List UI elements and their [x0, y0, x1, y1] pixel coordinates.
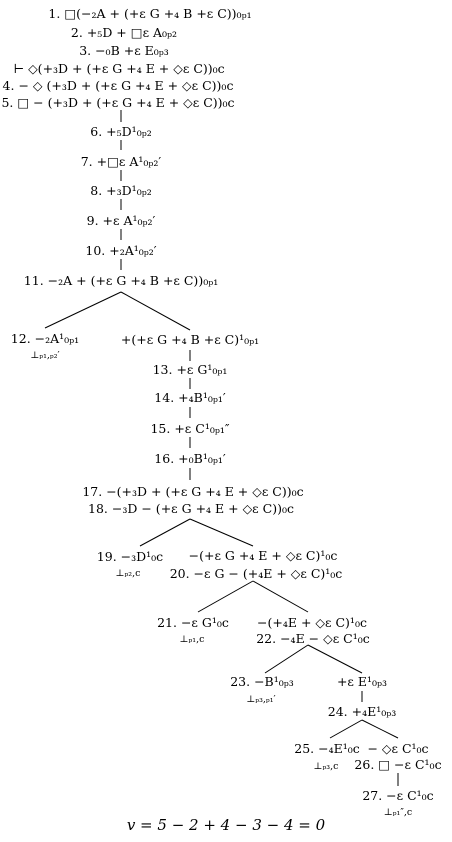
- node-17: 17. −(+₃D + (+ε G +₄ E + ◇ε C))₀c: [82, 484, 304, 499]
- edge-18-19: [140, 519, 190, 546]
- closure-23: ⊥ₚ₃,ₚ₁′: [246, 694, 276, 705]
- node-16: 16. +₀B¹₀ₚ₁′: [154, 451, 226, 466]
- node-24: 24. +₄E¹₀ₚ₃: [327, 704, 397, 719]
- edge-20-21: [198, 581, 253, 612]
- node-27: 27. −ε C¹₀c: [362, 788, 434, 803]
- edge-20-21b: [253, 581, 308, 612]
- edge-22-23: [265, 645, 308, 673]
- node-25-right: − ◇ε C¹₀c: [367, 741, 429, 756]
- node-19: 19. −₃D¹₀c: [96, 549, 164, 564]
- node-6: 6. +₅D¹₀ₚ₂: [90, 124, 152, 139]
- node-18: 18. −₃D − (+ε G +₄ E + ◇ε C))₀c: [88, 501, 294, 516]
- node-21: 21. −ε G¹₀c: [157, 615, 229, 630]
- node-10: 10. +₂A¹₀ₚ₂′: [85, 243, 157, 258]
- closure-21: ⊥ₚ₁,c: [179, 634, 205, 645]
- node-9: 9. +ε A¹₀ₚ₂′: [86, 213, 156, 228]
- node-15: 15. +ε C¹₀ₚ₁″: [150, 421, 230, 436]
- edge-24-25b: [362, 720, 398, 738]
- node-14: 14. +₄B¹₀ₚ₁′: [154, 390, 226, 405]
- edge-18-19b: [190, 519, 253, 546]
- node-25: 25. −₄E¹₀c: [294, 741, 360, 756]
- closure-27: ⊥ₚ₁″,c: [383, 807, 413, 818]
- node-3: 3. −₀B +ε E₀ₚ₃: [79, 43, 169, 58]
- node-23-right: +ε E¹₀ₚ₃: [336, 674, 388, 689]
- node-22: 22. −₄E − ◇ε C¹₀c: [256, 631, 370, 646]
- node-4: 4. − ◇ (+₃D + (+ε G +₄ E + ◇ε C))₀c: [2, 78, 234, 93]
- node-12-right: +(+ε G +₄ B +ε C)¹₀ₚ₁: [120, 332, 260, 347]
- node-5: 5. □ − (+₃D + (+ε G +₄ E + ◇ε C))₀c: [1, 95, 235, 110]
- edge-22-23b: [308, 645, 362, 673]
- node-7: 7. +□ε A¹₀ₚ₂′: [80, 154, 162, 169]
- node-26: 26. □ −ε C¹₀c: [354, 757, 442, 772]
- node-12: 12. −₂A¹₀ₚ₁: [10, 331, 80, 346]
- closure-19: ⊥ₚ₂,c: [115, 568, 141, 579]
- edge-11-12b: [121, 292, 190, 330]
- node-13: 13. +ε G¹₀ₚ₁: [152, 362, 228, 377]
- node-20: 20. −ε G − (+₄E + ◇ε C)¹₀c: [169, 566, 343, 581]
- node-21-right: −(+₄E + ◇ε C)¹₀c: [257, 615, 367, 630]
- node-2: 2. +₅D + □ε A₀ₚ₂: [70, 25, 178, 40]
- node-1: 1. □(−₂A + (+ε G +₄ B +ε C))₀ₚ₁: [48, 6, 252, 21]
- edge-11-12: [45, 292, 121, 328]
- node-8: 8. +₃D¹₀ₚ₂: [90, 183, 152, 198]
- node-11: 11. −₂A + (+ε G +₄ B +ε C))₀ₚ₁: [23, 273, 219, 288]
- node-23: 23. −B¹₀ₚ₃: [230, 674, 294, 689]
- closure-25: ⊥ₚ₃,c: [313, 761, 339, 772]
- node-3-conclusion: ⊢ ◇(+₃D + (+ε G +₄ E + ◇ε C))₀c: [13, 61, 225, 76]
- value-equation: v = 5 − 2 + 4 − 3 − 4 = 0: [126, 816, 326, 834]
- edge-24-25: [330, 720, 362, 738]
- closure-12: ⊥ₚ₁,ₚ₂′: [30, 350, 60, 361]
- node-19-right: −(+ε G +₄ E + ◇ε C)¹₀c: [188, 548, 338, 563]
